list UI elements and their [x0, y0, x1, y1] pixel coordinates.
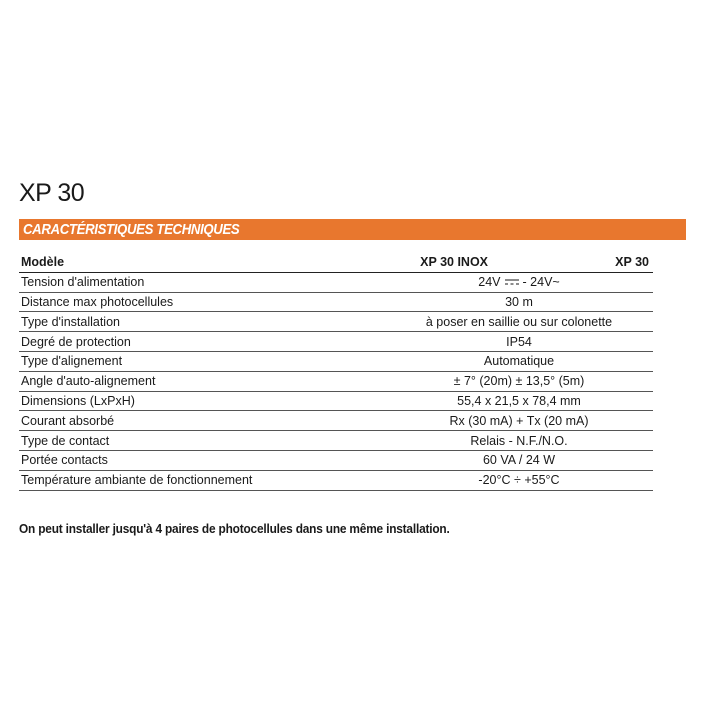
header-col-inox: XP 30 INOX — [420, 255, 488, 270]
product-title: XP 30 — [19, 179, 85, 207]
row-label: Température ambiante de fonctionnement — [21, 473, 253, 488]
row-label: Degré de protection — [21, 334, 131, 349]
table-row — [19, 470, 653, 490]
row-label: Distance max photocellules — [21, 294, 174, 309]
table-row — [19, 391, 653, 411]
table-header-row — [19, 253, 653, 272]
direct-current-icon — [505, 279, 519, 285]
section-banner-label: CARACTÉRISTIQUES TECHNIQUES — [23, 221, 240, 238]
row-label: Portée contacts — [21, 453, 108, 468]
row-label: Courant absorbé — [21, 413, 115, 428]
row-label: Type d'alignement — [21, 354, 123, 369]
row-value: 30 m — [505, 294, 533, 309]
table-row — [19, 272, 653, 292]
installation-note: On peut installer jusqu'à 4 paires de photocellules dans une même installation. — [19, 521, 450, 536]
row-label: Type d'installation — [21, 314, 120, 329]
row-label: Type de contact — [21, 433, 110, 448]
header-model-label: Modèle — [21, 255, 65, 270]
table-row — [19, 292, 653, 312]
row-value — [265, 272, 653, 292]
table-row — [19, 371, 653, 391]
table-row — [19, 411, 653, 431]
row-value: Relais - N.F./N.O. — [470, 433, 568, 448]
specs-table — [19, 253, 653, 491]
voltage-dc-value: 24V — [478, 275, 501, 290]
row-value: IP54 — [506, 334, 532, 349]
spec-sheet — [19, 178, 686, 548]
row-value: à poser en saillie ou sur colonette — [425, 314, 613, 329]
row-label: Angle d'auto-alignement — [21, 374, 156, 389]
row-value: -20°C ÷ +55°C — [478, 473, 560, 488]
voltage-ac-value: - 24V~ — [522, 275, 560, 290]
row-value: 55,4 x 21,5 x 78,4 mm — [457, 393, 581, 408]
row-value: 60 VA / 24 W — [482, 453, 556, 468]
table-row — [19, 450, 653, 470]
table-row — [19, 312, 653, 332]
row-value: Rx (30 mA) + Tx (20 mA) — [449, 413, 589, 428]
row-label: Tension d'alimentation — [21, 275, 145, 290]
row-label: Dimensions (LxPxH) — [21, 393, 135, 408]
header-col-xp30: XP 30 — [615, 255, 649, 270]
table-row — [19, 431, 653, 451]
row-value: Automatique — [483, 354, 555, 369]
row-value: ± 7° (20m) ± 13,5° (5m) — [453, 374, 585, 389]
section-banner — [19, 219, 686, 240]
table-row — [19, 351, 653, 371]
table-row — [19, 332, 653, 352]
